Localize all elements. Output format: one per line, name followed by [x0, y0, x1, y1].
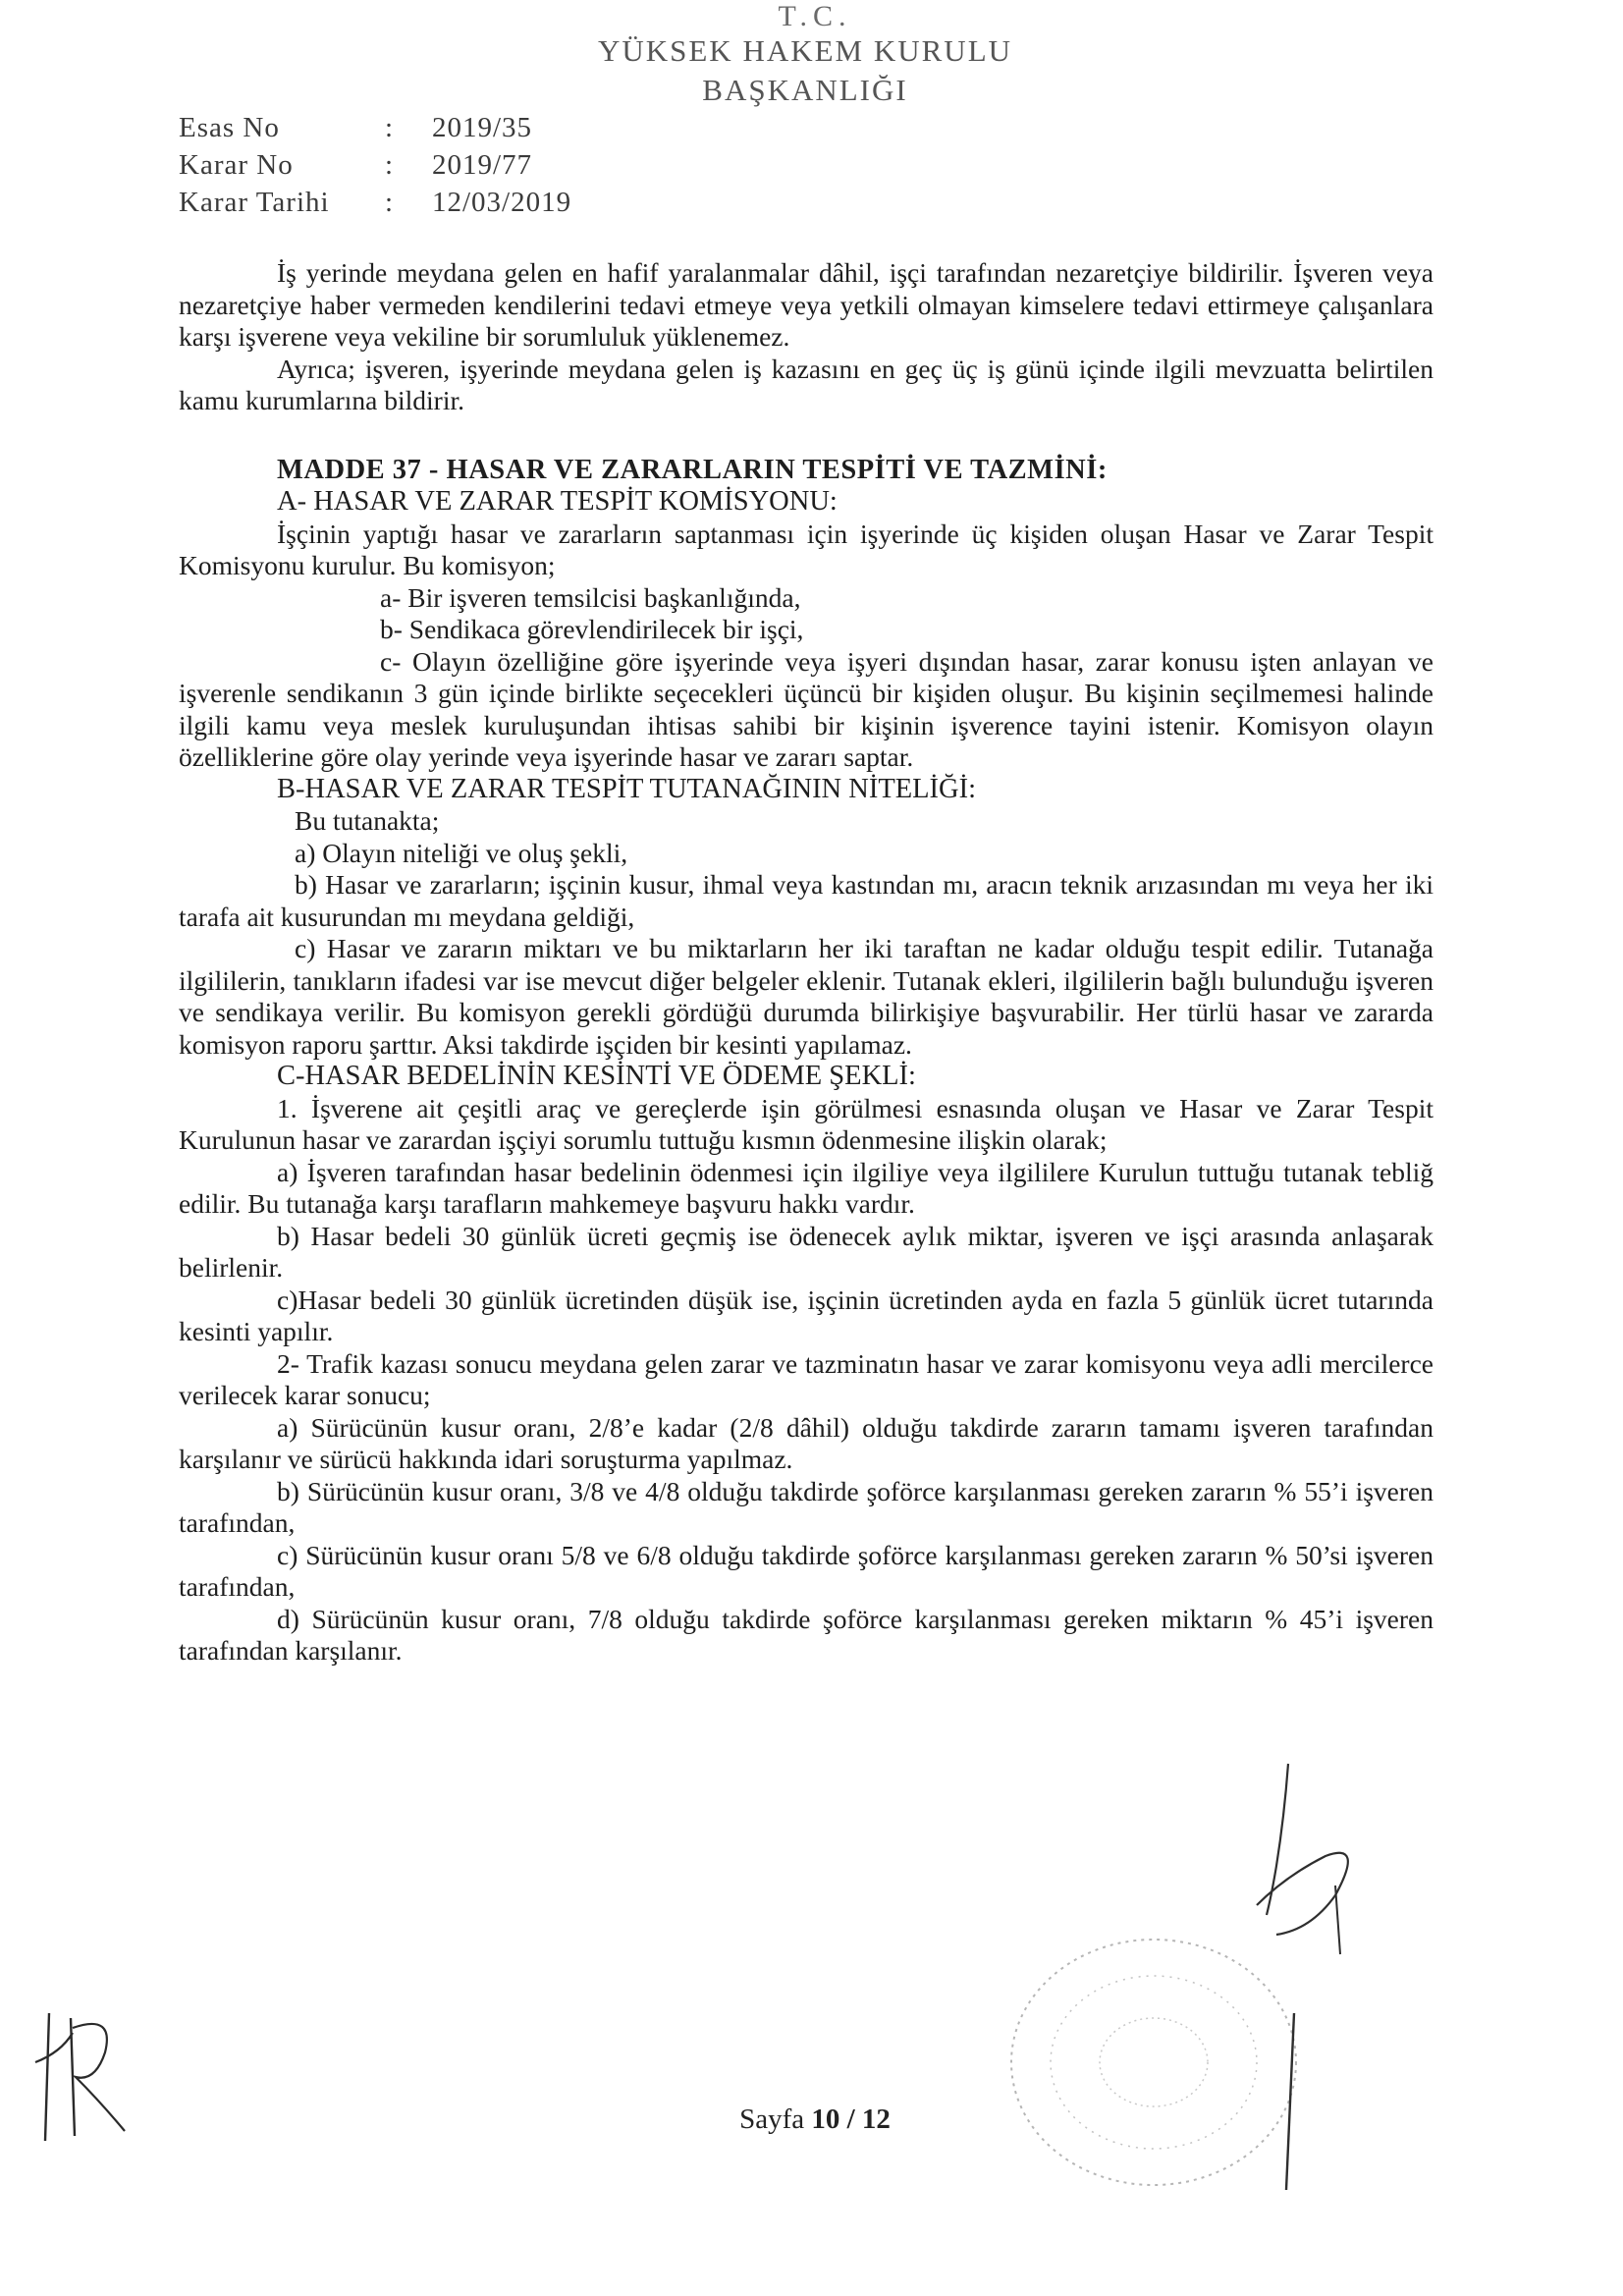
page-prefix: Sayfa [739, 2104, 812, 2135]
intro-paragraph-2: Ayrıca; işveren, işyerinde meydana gelen iş kazasını en geç üç iş günü içinde ilgili mevzuatta belirtilen kamu kurumlarına bildirir. [179, 353, 1434, 415]
page-current: 10 [811, 2104, 840, 2135]
meta-karar-tarihi [179, 187, 571, 219]
section-b-item-a: a) Olayın niteliği ve oluş şekli, [295, 837, 628, 868]
meta-colon: : [385, 112, 395, 143]
section-c-item-1: 1. İşverene ait çeşitli araç ve gereçlerde işin görülmesi esnasında oluşan ve Hasar ve Zarar Tespit Kurulunun hasar ve zarardan işçiyi sorumlu tuttuğu kısmın ödenmesine ilişkin olarak; [179, 1092, 1434, 1155]
section-b-item-c: c) Hasar ve zararın miktarı ve bu miktarların her iki taraftan ne kadar olduğu tespit edilir. Tutanağa ilgililerin, tanıkların ifadesi var ise mevcut diğer belgeler eklenir. Tutanak ekleri, ilgililerin bağlı bulunduğu işveren ve sendikaya verilir. Bu komisyon gerekli gördüğü durumda bilirkişiye başvurabilir. Her türlü hasar ve zararda komisyon raporu şarttır. Aksi takdirde işçiden bir kesinti yapılamaz. [179, 933, 1434, 1060]
section-a-paragraph: İşçinin yaptığı hasar ve zararların saptanması için işyerinde üç kişiden oluşan Hasar ve Zarar Tespit Komisyonu kurulur. Bu komisyon; [179, 518, 1434, 580]
section-b-item-b: b) Hasar ve zararların; işçinin kusur, ihmal veya kastından mı, aracın teknik arızasından mı veya her iki tarafa ait kusurundan mı meydana geldiği, [179, 869, 1434, 932]
section-c-item-2d: d) Sürücünün kusur oranı, 7/8 olduğu takdirde şoförce karşılanması gereken miktarın % 45’i işveren tarafından karşılanır. [179, 1603, 1434, 1666]
section-b-heading: B-HASAR VE ZARAR TESPİT TUTANAĞININ NİTELİĞİ: [277, 773, 977, 804]
header-institution: YÜKSEK HAKEM KURULU [597, 33, 1013, 68]
meta-value: 12/03/2019 [432, 187, 572, 218]
page-total: 12 [861, 2104, 891, 2135]
section-a-item-b: b- Sendikaca görevlendirilecek bir işçi, [380, 614, 804, 644]
page-number [687, 2104, 943, 2136]
page-separator: / [839, 2104, 862, 2135]
meta-colon: : [385, 149, 395, 181]
handwritten-initials [31, 1994, 130, 2151]
header-presidency: BAŞKANLIĞI [702, 73, 908, 107]
meta-label: Karar Tarihi [179, 187, 330, 218]
madde-37-title: MADDE 37 - HASAR VE ZARARLARIN TESPİTİ VE TAZMİNİ: [277, 454, 1108, 485]
meta-value: 2019/77 [432, 149, 533, 181]
handwritten-signature [1139, 1758, 1463, 2200]
meta-esas-no [179, 112, 532, 144]
section-c-item-1c: c)Hasar bedeli 30 günlük ücretinden düşük ise, işçinin ücretinden ayda en fazla 5 günlük ücret tutarında kesinti yapılır. [179, 1284, 1434, 1346]
section-c-item-1b: b) Hasar bedeli 30 günlük ücreti geçmiş ise ödenecek aylık miktar, işveren ve işçi arasında anlaşarak belirlenir. [179, 1220, 1434, 1283]
meta-karar-no [179, 149, 532, 182]
meta-label: Karar No [179, 149, 294, 181]
section-a-item-c: c- Olayın özelliğine göre işyerinde veya işyeri dışından hasar, zarar konusu işten anlayan ve işverenle sendikanın 3 gün içinde birlikte seçecekleri üçüncü bir kişiden oluşur. Bu kişinin seçilmemesi halinde ilgili kamu veya meslek kuruluşundan ihtisas sahibi bir kişinin işverence tayini istenir. Komisyon olayın özelliklerine göre olay yerinde veya işyerinde hasar ve zararı saptar. [179, 645, 1434, 772]
section-c-item-2: 2- Trafik kazası sonucu meydana gelen zarar ve tazminatın hasar ve zarar komisyonu veya adli mercilerce verilecek karar sonucu; [179, 1347, 1434, 1410]
header-tc: T.C. [778, 0, 852, 32]
section-c-item-2a: a) Sürücünün kusur oranı, 2/8’e kadar (2/8 dâhil) olduğu takdirde zararın tamamı işveren tarafından karşılanır ve sürücü hakkında idari soruşturma yapılmaz. [179, 1411, 1434, 1474]
section-a-heading: A- HASAR VE ZARAR TESPİT KOMİSYONU: [277, 486, 838, 517]
section-c-heading: C-HASAR BEDELİNİN KESİNTİ VE ÖDEME ŞEKLİ: [277, 1061, 916, 1091]
meta-colon: : [385, 187, 395, 218]
meta-label: Esas No [179, 112, 280, 143]
intro-paragraph-1: İş yerinde meydana gelen en hafif yaralanmalar dâhil, işçi tarafından nezaretçiye bildirilir. İşveren veya nezaretçiye haber vermeden kendilerini tedavi etmeye veya yetkili olmayan kimselere tedavi ettirmeye çalışanlara karşı işverene veya vekiline bir sorumluluk yüklenemez. [179, 257, 1434, 352]
section-c-item-1a: a) İşveren tarafından hasar bedelinin ödenmesi için ilgiliye veya ilgililere Kurulun tuttuğu tutanak tebliğ edilir. Bu tutanağa karşı tarafların mahkemeye başvuru hakkı vardır. [179, 1156, 1434, 1219]
section-c-item-2b: b) Sürücünün kusur oranı, 3/8 ve 4/8 olduğu takdirde şoförce karşılanması gereken zararın % 55’i işveren tarafından, [179, 1475, 1434, 1538]
section-c-item-2c: c) Sürücünün kusur oranı 5/8 ve 6/8 olduğu takdirde şoförce karşılanması gereken zararın % 50’si işveren tarafından, [179, 1539, 1434, 1602]
section-a-item-a: a- Bir işveren temsilcisi başkanlığında, [380, 581, 801, 613]
meta-value: 2019/35 [432, 112, 533, 143]
section-b-intro: Bu tutanakta; [295, 805, 440, 836]
document-body [179, 257, 1434, 1667]
